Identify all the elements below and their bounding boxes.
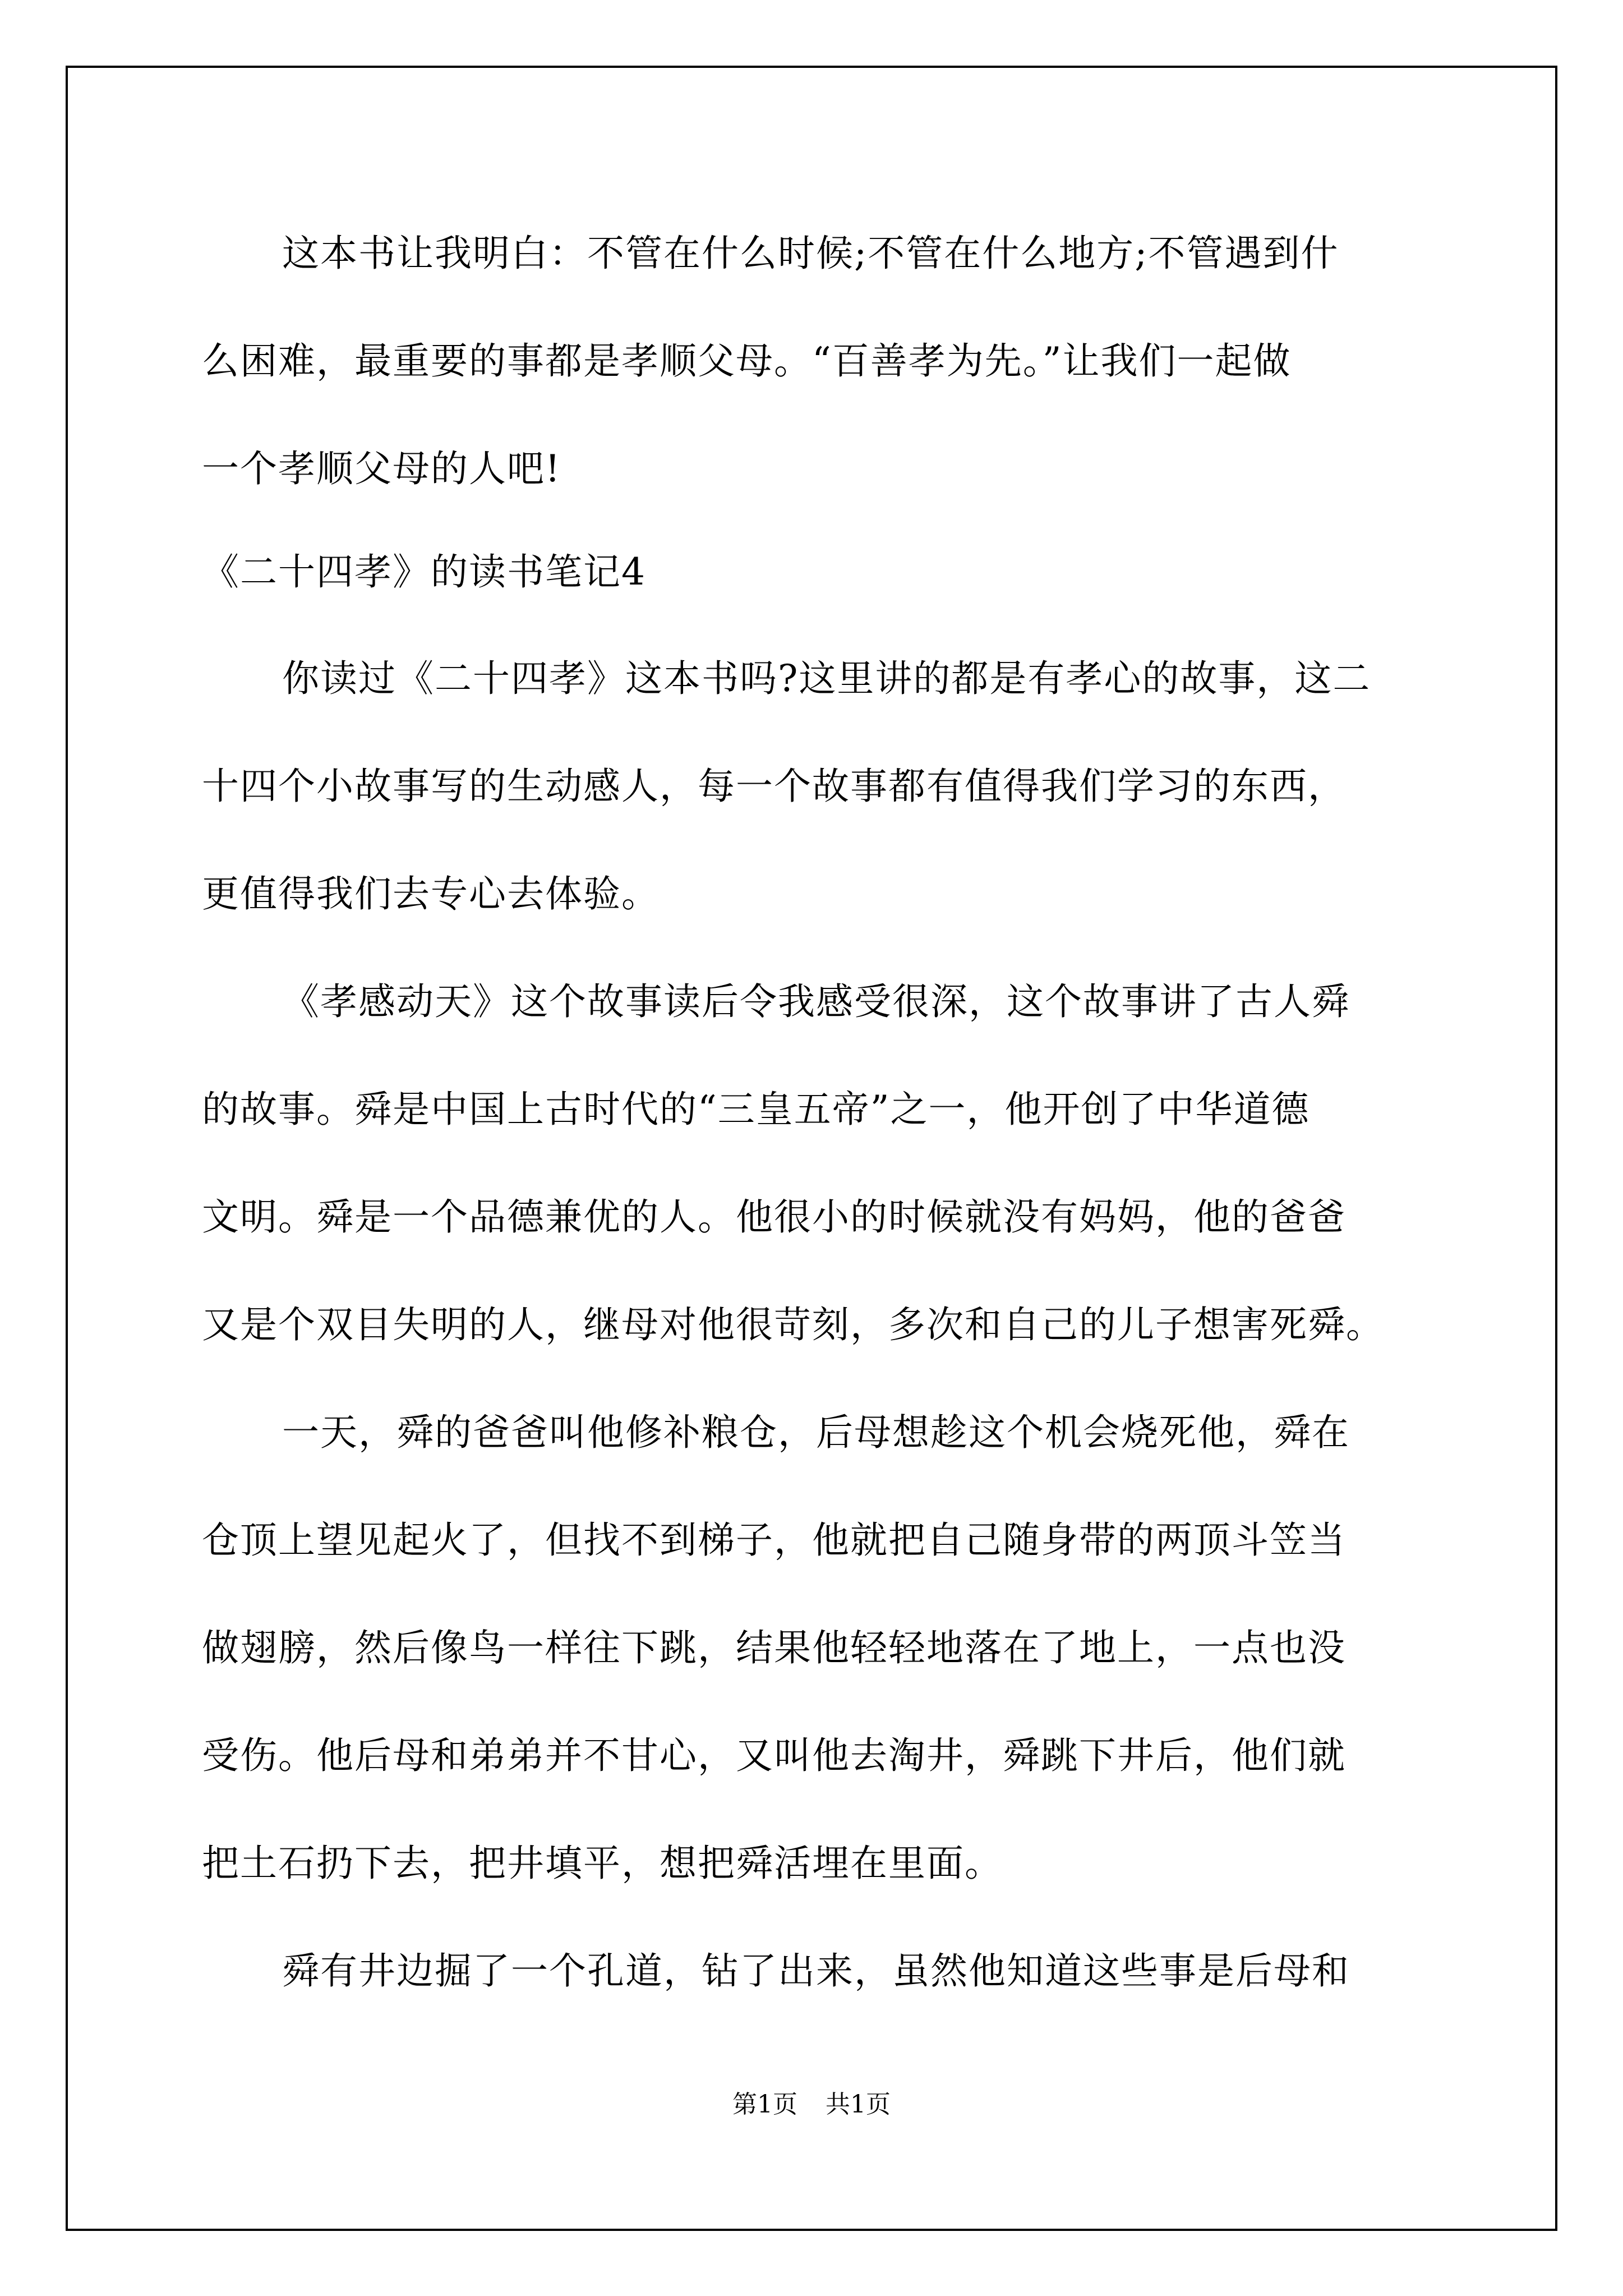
- text-line: 《孝感动天》这个故事读后令我感受很深，这个故事讲了古人舜: [282, 980, 1350, 1023]
- text-line: 的故事。舜是中国上古时代的“三皇五帝”之一，他开创了中华道德: [202, 1088, 1310, 1131]
- page-total: 共1页: [826, 2090, 891, 2119]
- text-line: 这本书让我明白：不管在什么时候;不管在什么地方;不管遇到什: [282, 232, 1339, 275]
- text-line: 你读过《二十四孝》这本书吗?这里讲的都是有孝心的故事，这二: [282, 657, 1371, 700]
- text-line: 受伤。他后母和弟弟并不甘心，又叫他去淘井，舜跳下井后，他们就: [202, 1734, 1346, 1777]
- text-line: 又是个双目失明的人，继母对他很苛刻，多次和自己的儿子想害死舜。: [202, 1303, 1384, 1346]
- text-line: 舜有井边掘了一个孔道，钻了出来，虽然他知道这些事是后母和: [282, 1949, 1350, 1993]
- text-line: 一个孝顺父母的人吧!: [202, 447, 561, 490]
- page-number: 第1页: [732, 2090, 797, 2119]
- text-line: 做翅膀，然后像鸟一样往下跳，结果他轻轻地落在了地上，一点也没: [202, 1626, 1346, 1669]
- section-heading: 《二十四孝》的读书笔记4: [202, 550, 646, 593]
- text-line: 一天，舜的爸爸叫他修补粮仓，后母想趁这个机会烧死他，舜在: [282, 1411, 1350, 1454]
- text-line: 仓顶上望见起火了，但找不到梯子，他就把自己随身带的两顶斗笠当: [202, 1519, 1346, 1562]
- page-border: [66, 66, 1557, 2231]
- page-footer: [0, 2089, 1623, 2120]
- text-line: 把土石扔下去，把井填平，想把舜活埋在里面。: [202, 1842, 1003, 1885]
- text-line: 更值得我们去专心去体验。: [202, 872, 660, 915]
- text-line: 十四个小故事写的生动感人，每一个故事都有值得我们学习的东西，: [202, 765, 1346, 808]
- text-line: 么困难，最重要的事都是孝顺父母。“百善孝为先。”让我们一起做: [202, 339, 1292, 383]
- text-line: 文明。舜是一个品德兼优的人。他很小的时候就没有妈妈，他的爸爸: [202, 1195, 1346, 1239]
